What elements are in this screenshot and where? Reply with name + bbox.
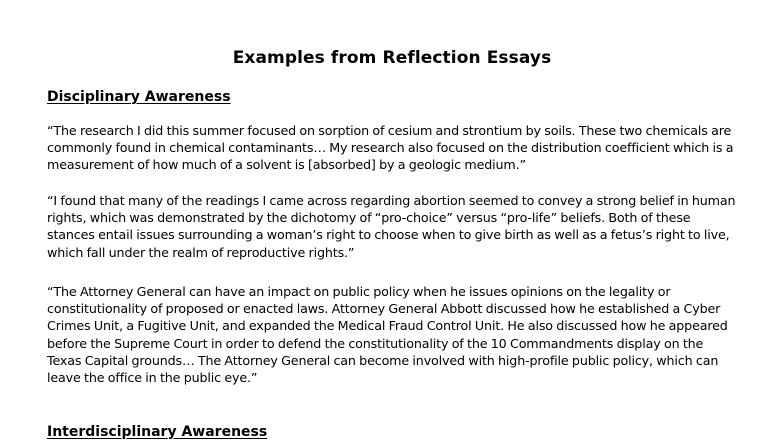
- quote-paragraph-1: “The research I did this summer focused on sorption of cesium and strontium by soils. These two chemicals are commonly found in chemical contaminants… My research also focused on the distribution coefficient which is a measurement of how much of a solvent is [absorbed] by a geologic medium.”: [47, 123, 734, 173]
- section-heading-interdisciplinary-awareness: Interdisciplinary Awareness: [47, 424, 268, 440]
- section-heading-disciplinary-awareness: Disciplinary Awareness: [47, 89, 231, 105]
- quote-paragraph-2: “I found that many of the readings I came across regarding abortion seemed to convey a strong belief in human rights, which was demonstrated by the dichotomy of “pro-choice” versus “pro-life” beliefs. Both of these stances entail issues surrounding a woman’s right to choose when to give birth as well as a fetus’s right to live, which fall under the realm of reproductive rights.”: [47, 193, 736, 260]
- page-title: Examples from Reflection Essays: [232, 48, 552, 68]
- quote-paragraph-3: “The Attorney General can have an impact on public policy when he issues opinions on the legality or constitutionality of proposed or enacted laws. Attorney General Abbott discussed how he established a Cyber Crimes Unit, a Fugitive Unit, and expanded the Medical Fraud Control Unit. He also discussed how he appeared before the Supreme Court in order to defend the constitutionality of the 10 Commandments display on the Texas Capital grounds… The Attorney General can become involved with high-profile public policy, which can leave the office in the public eye.”: [47, 284, 728, 386]
